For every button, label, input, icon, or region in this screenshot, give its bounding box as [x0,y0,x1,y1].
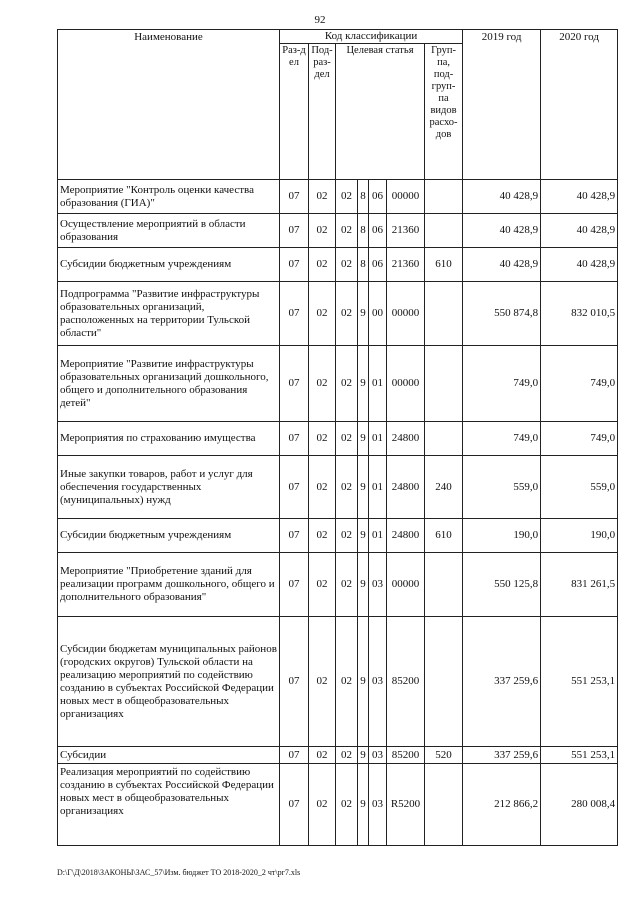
cell-target-2: 9 [358,764,369,846]
cell-target-4: 21360 [387,214,425,248]
header-section: Раз-дел [280,44,309,180]
cell-2019: 550 125,8 [463,553,541,617]
cell-2020: 40 428,9 [541,248,618,282]
cell-2020: 831 261,5 [541,553,618,617]
cell-2019: 40 428,9 [463,180,541,214]
cell-2019: 40 428,9 [463,248,541,282]
table-body [58,180,618,846]
cell-expense-type: 610 [425,248,463,282]
cell-target-2: 8 [358,214,369,248]
page-number: 92 [314,14,326,26]
row-name: Иные закупки товаров, работ и услуг для обеспечения государственных (муниципальных) нужд [58,456,280,519]
table-row [58,282,618,346]
footer-file-path: D:\Г\Д\2018\ЗАКОНЫ\ЗАС_57\Изм. бюджет ТО 2018-2020_2 чт\рг7.xls [57,868,301,877]
cell-section: 07 [280,248,309,282]
cell-subsection: 02 [309,553,336,617]
cell-subsection: 02 [309,346,336,422]
cell-target-1: 02 [336,282,358,346]
row-name: Субсидии бюджетам муниципальных районов (городских округов) Тульской области на реализацию мероприятий по содействию созданию в субъектах Российской Федерации новых мест в общеобразовательных организациях [58,617,280,747]
cell-section: 07 [280,553,309,617]
cell-target-3: 01 [369,519,387,553]
table-row [58,214,618,248]
row-name: Реализация мероприятий по содействию созданию в субъектах Российской Федерации новых мест в общеобразовательных организациях [58,764,280,846]
cell-target-1: 02 [336,764,358,846]
cell-target-4: 24800 [387,456,425,519]
cell-2019: 212 866,2 [463,764,541,846]
row-name: Мероприятия по страхованию имущества [58,422,280,456]
cell-expense-type [425,553,463,617]
row-name: Осуществление мероприятий в области образования [58,214,280,248]
table-row [58,747,618,764]
cell-target-4: 00000 [387,282,425,346]
cell-target-1: 02 [336,456,358,519]
cell-target-1: 02 [336,422,358,456]
cell-expense-type [425,617,463,747]
cell-target-1: 02 [336,214,358,248]
cell-target-1: 02 [336,747,358,764]
table-header [58,30,618,180]
cell-target-2: 9 [358,456,369,519]
row-name: Субсидии [58,747,280,764]
cell-target-2: 9 [358,519,369,553]
cell-target-2: 9 [358,422,369,456]
cell-2020: 832 010,5 [541,282,618,346]
cell-expense-type: 240 [425,456,463,519]
budget-table [57,29,618,846]
header-year-2020: 2020 год [541,30,618,180]
cell-target-4: 24800 [387,519,425,553]
cell-section: 07 [280,422,309,456]
cell-subsection: 02 [309,764,336,846]
cell-subsection: 02 [309,282,336,346]
header-target-article: Целевая статья [336,44,425,180]
cell-expense-type [425,180,463,214]
table-row [58,617,618,747]
cell-target-3: 03 [369,747,387,764]
cell-target-1: 02 [336,248,358,282]
cell-target-4: 85200 [387,747,425,764]
cell-subsection: 02 [309,519,336,553]
cell-section: 07 [280,747,309,764]
cell-expense-type [425,214,463,248]
cell-section: 07 [280,456,309,519]
cell-section: 07 [280,180,309,214]
cell-section: 07 [280,519,309,553]
cell-2019: 40 428,9 [463,214,541,248]
cell-subsection: 02 [309,180,336,214]
cell-2020: 551 253,1 [541,747,618,764]
cell-target-1: 02 [336,553,358,617]
cell-subsection: 02 [309,456,336,519]
cell-target-1: 02 [336,617,358,747]
cell-section: 07 [280,282,309,346]
table-row [58,346,618,422]
cell-subsection: 02 [309,747,336,764]
header-year-2019: 2019 год [463,30,541,180]
row-name: Мероприятие "Контроль оценки качества образования (ГИА)" [58,180,280,214]
cell-target-2: 8 [358,248,369,282]
header-subsection: Под-раз-дел [309,44,336,180]
cell-target-2: 8 [358,180,369,214]
row-name: Субсидии бюджетным учреждениям [58,248,280,282]
cell-subsection: 02 [309,422,336,456]
cell-2019: 337 259,6 [463,617,541,747]
cell-expense-type: 520 [425,747,463,764]
table-row [58,519,618,553]
cell-target-3: 03 [369,553,387,617]
cell-2019: 749,0 [463,346,541,422]
cell-2020: 40 428,9 [541,180,618,214]
cell-target-3: 03 [369,617,387,747]
cell-section: 07 [280,764,309,846]
cell-subsection: 02 [309,214,336,248]
table-row [58,764,618,846]
table-row [58,456,618,519]
row-name: Мероприятие "Развитие инфраструктуры образовательных организаций дошкольного, общего и дополнительного образования детей" [58,346,280,422]
cell-section: 07 [280,346,309,422]
cell-2020: 559,0 [541,456,618,519]
cell-target-1: 02 [336,180,358,214]
row-name: Субсидии бюджетным учреждениям [58,519,280,553]
cell-target-2: 9 [358,553,369,617]
table-row [58,180,618,214]
cell-2019: 550 874,8 [463,282,541,346]
cell-expense-type [425,422,463,456]
cell-section: 07 [280,214,309,248]
row-name: Мероприятие "Приобретение зданий для реализации программ дошкольного, общего и дополнительного образования" [58,553,280,617]
cell-expense-type [425,764,463,846]
cell-target-4: 00000 [387,180,425,214]
cell-target-4: 24800 [387,422,425,456]
cell-target-2: 9 [358,747,369,764]
cell-section: 07 [280,617,309,747]
cell-2020: 280 008,4 [541,764,618,846]
cell-target-3: 06 [369,180,387,214]
cell-2020: 749,0 [541,346,618,422]
cell-2020: 190,0 [541,519,618,553]
cell-2020: 551 253,1 [541,617,618,747]
cell-target-4: 00000 [387,553,425,617]
row-name: Подпрограмма "Развитие инфраструктуры образовательных организаций, расположенных на территории Тульской области" [58,282,280,346]
cell-target-1: 02 [336,346,358,422]
cell-target-3: 06 [369,214,387,248]
cell-target-4: 85200 [387,617,425,747]
cell-target-3: 00 [369,282,387,346]
cell-target-3: 01 [369,346,387,422]
cell-target-1: 02 [336,519,358,553]
header-expense-type: Груп-па, под-груп-па видов расхо-дов [425,44,463,180]
cell-2019: 337 259,6 [463,747,541,764]
cell-target-4: 21360 [387,248,425,282]
table-row [58,553,618,617]
cell-target-4: R5200 [387,764,425,846]
cell-2019: 749,0 [463,422,541,456]
cell-subsection: 02 [309,248,336,282]
cell-2020: 749,0 [541,422,618,456]
cell-target-3: 01 [369,456,387,519]
cell-2019: 559,0 [463,456,541,519]
table-row [58,248,618,282]
cell-target-4: 00000 [387,346,425,422]
cell-target-3: 01 [369,422,387,456]
header-name: Наименование [58,30,280,180]
table-row [58,422,618,456]
cell-target-2: 9 [358,346,369,422]
cell-expense-type: 610 [425,519,463,553]
cell-2020: 40 428,9 [541,214,618,248]
cell-2019: 190,0 [463,519,541,553]
cell-expense-type [425,282,463,346]
header-classification: Код классификации [280,30,463,44]
cell-target-2: 9 [358,282,369,346]
cell-subsection: 02 [309,617,336,747]
cell-target-2: 9 [358,617,369,747]
cell-target-3: 06 [369,248,387,282]
cell-expense-type [425,346,463,422]
cell-target-3: 03 [369,764,387,846]
